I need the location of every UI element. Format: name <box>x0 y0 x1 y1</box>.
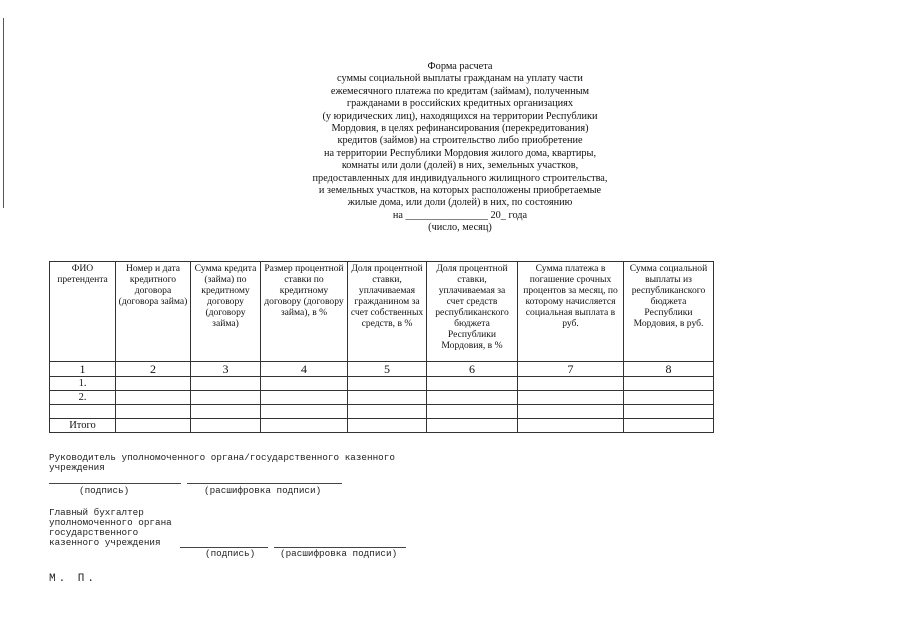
title-line: предоставленных для индивидуального жилищного строительства, <box>312 172 608 184</box>
column-number: 3 <box>191 362 261 377</box>
total-label: Итого <box>50 419 116 433</box>
table-row <box>50 405 714 419</box>
table-cell <box>191 405 261 419</box>
title-line: на территории Республики Мордовия жилого дома, квартиры, <box>323 147 597 159</box>
column-number: 7 <box>518 362 624 377</box>
header-cell-loan-amount: Сумма кредита (займа) по кредитному договору (договору займа) <box>191 262 261 362</box>
head-label: учреждения <box>49 462 105 473</box>
head-label: Руководитель уполномоченного органа/государственного казенного <box>49 452 395 463</box>
column-number: 5 <box>348 362 427 377</box>
title-line: кредитов (займов) на строительство либо приобретение <box>337 135 583 147</box>
title-line: ежемесячного платежа по кредитам (займам), полученным <box>330 85 590 97</box>
table-cell <box>116 419 191 433</box>
table-cell <box>427 377 518 391</box>
calculation-table <box>49 261 714 433</box>
title-line: (у юридических лиц), находящихся на территории Республики <box>322 110 598 122</box>
header-cell-applicant: ФИО претендента <box>50 262 116 362</box>
signature-line <box>49 483 181 484</box>
column-number: 1 <box>50 362 116 377</box>
table-cell <box>116 391 191 405</box>
decode-caption: (расшифровка подписи) <box>204 485 322 496</box>
title-line: суммы социальной выплаты гражданам на уплату части <box>337 73 583 85</box>
table-cell <box>261 377 348 391</box>
table-cell <box>427 391 518 405</box>
title-line: жилые дома, или доли (долей) в них, по состоянию <box>347 197 573 209</box>
column-number: 2 <box>116 362 191 377</box>
table-cell <box>116 405 191 419</box>
table-cell <box>191 377 261 391</box>
table-cell <box>624 405 714 419</box>
row-label: 2. <box>50 391 116 405</box>
decode-caption: (расшифровка подписи) <box>280 548 398 559</box>
column-number: 8 <box>624 362 714 377</box>
table-cell <box>348 405 427 419</box>
header-cell-contract: Номер и дата кредитного договора (договора займа) <box>116 262 191 362</box>
column-number: 4 <box>261 362 348 377</box>
table-cell <box>261 391 348 405</box>
accountant-label: Главный бухгалтер <box>49 507 144 518</box>
margin-rule <box>3 18 4 208</box>
total-row <box>50 419 714 433</box>
accountant-label: казенного учреждения <box>49 537 161 548</box>
table-cell <box>348 419 427 433</box>
date-line: на ________________ 20_ года <box>392 209 528 221</box>
table-cell <box>191 419 261 433</box>
date-caption: (число, месяц) <box>428 222 492 234</box>
table-cell <box>261 419 348 433</box>
table-cell <box>348 377 427 391</box>
row-label <box>50 405 116 419</box>
table-cell <box>518 377 624 391</box>
column-number: 6 <box>427 362 518 377</box>
table-row <box>50 391 714 405</box>
header-cell-rate: Размер процентной ставки по кредитному договору (договору займа), в % <box>261 262 348 362</box>
title-line: и земельных участков, на которых расположены приобретаемые <box>318 185 602 197</box>
accountant-label: государственного <box>49 527 139 538</box>
table-cell <box>427 405 518 419</box>
table-cell <box>518 391 624 405</box>
title-line: Форма расчета <box>427 61 493 72</box>
header-cell-own-share: Доля процентной ставки, уплачиваемая гражданином за счет собственных средств, в % <box>348 262 427 362</box>
row-label: 1. <box>50 377 116 391</box>
table-cell <box>518 419 624 433</box>
table-cell <box>624 391 714 405</box>
accountant-label: уполномоченного органа <box>49 517 172 528</box>
title-line: гражданами в российских кредитных организациях <box>346 98 574 110</box>
form-title <box>250 61 670 235</box>
stamp-mark: М. П. <box>49 573 98 585</box>
table-cell <box>427 419 518 433</box>
table-cell <box>191 391 261 405</box>
table-cell <box>261 405 348 419</box>
table-cell <box>116 377 191 391</box>
header-cell-payment: Сумма платежа в погашение срочных процентов за месяц, по которому начисляется социальная выплата в руб. <box>518 262 624 362</box>
header-cell-budget-share: Доля процентной ставки, уплачиваемая за счет средств республиканского бюджета Республики Мордовия, в % <box>427 262 518 362</box>
column-number-row <box>50 362 714 377</box>
decode-line <box>187 483 342 484</box>
header-cell-social-payment: Сумма социальной выплаты из республиканского бюджета Республики Мордовия, в руб. <box>624 262 714 362</box>
title-line: комнаты или доли (долей) в них, земельных участков, <box>341 160 579 172</box>
table-cell <box>518 405 624 419</box>
signature-caption: (подпись) <box>79 485 130 496</box>
table-cell <box>624 419 714 433</box>
table-row <box>50 377 714 391</box>
title-line: Мордовия, в целях рефинансирования (перекредитования) <box>331 123 589 135</box>
table-cell <box>624 377 714 391</box>
table-cell <box>348 391 427 405</box>
signature-caption: (подпись) <box>205 548 256 559</box>
